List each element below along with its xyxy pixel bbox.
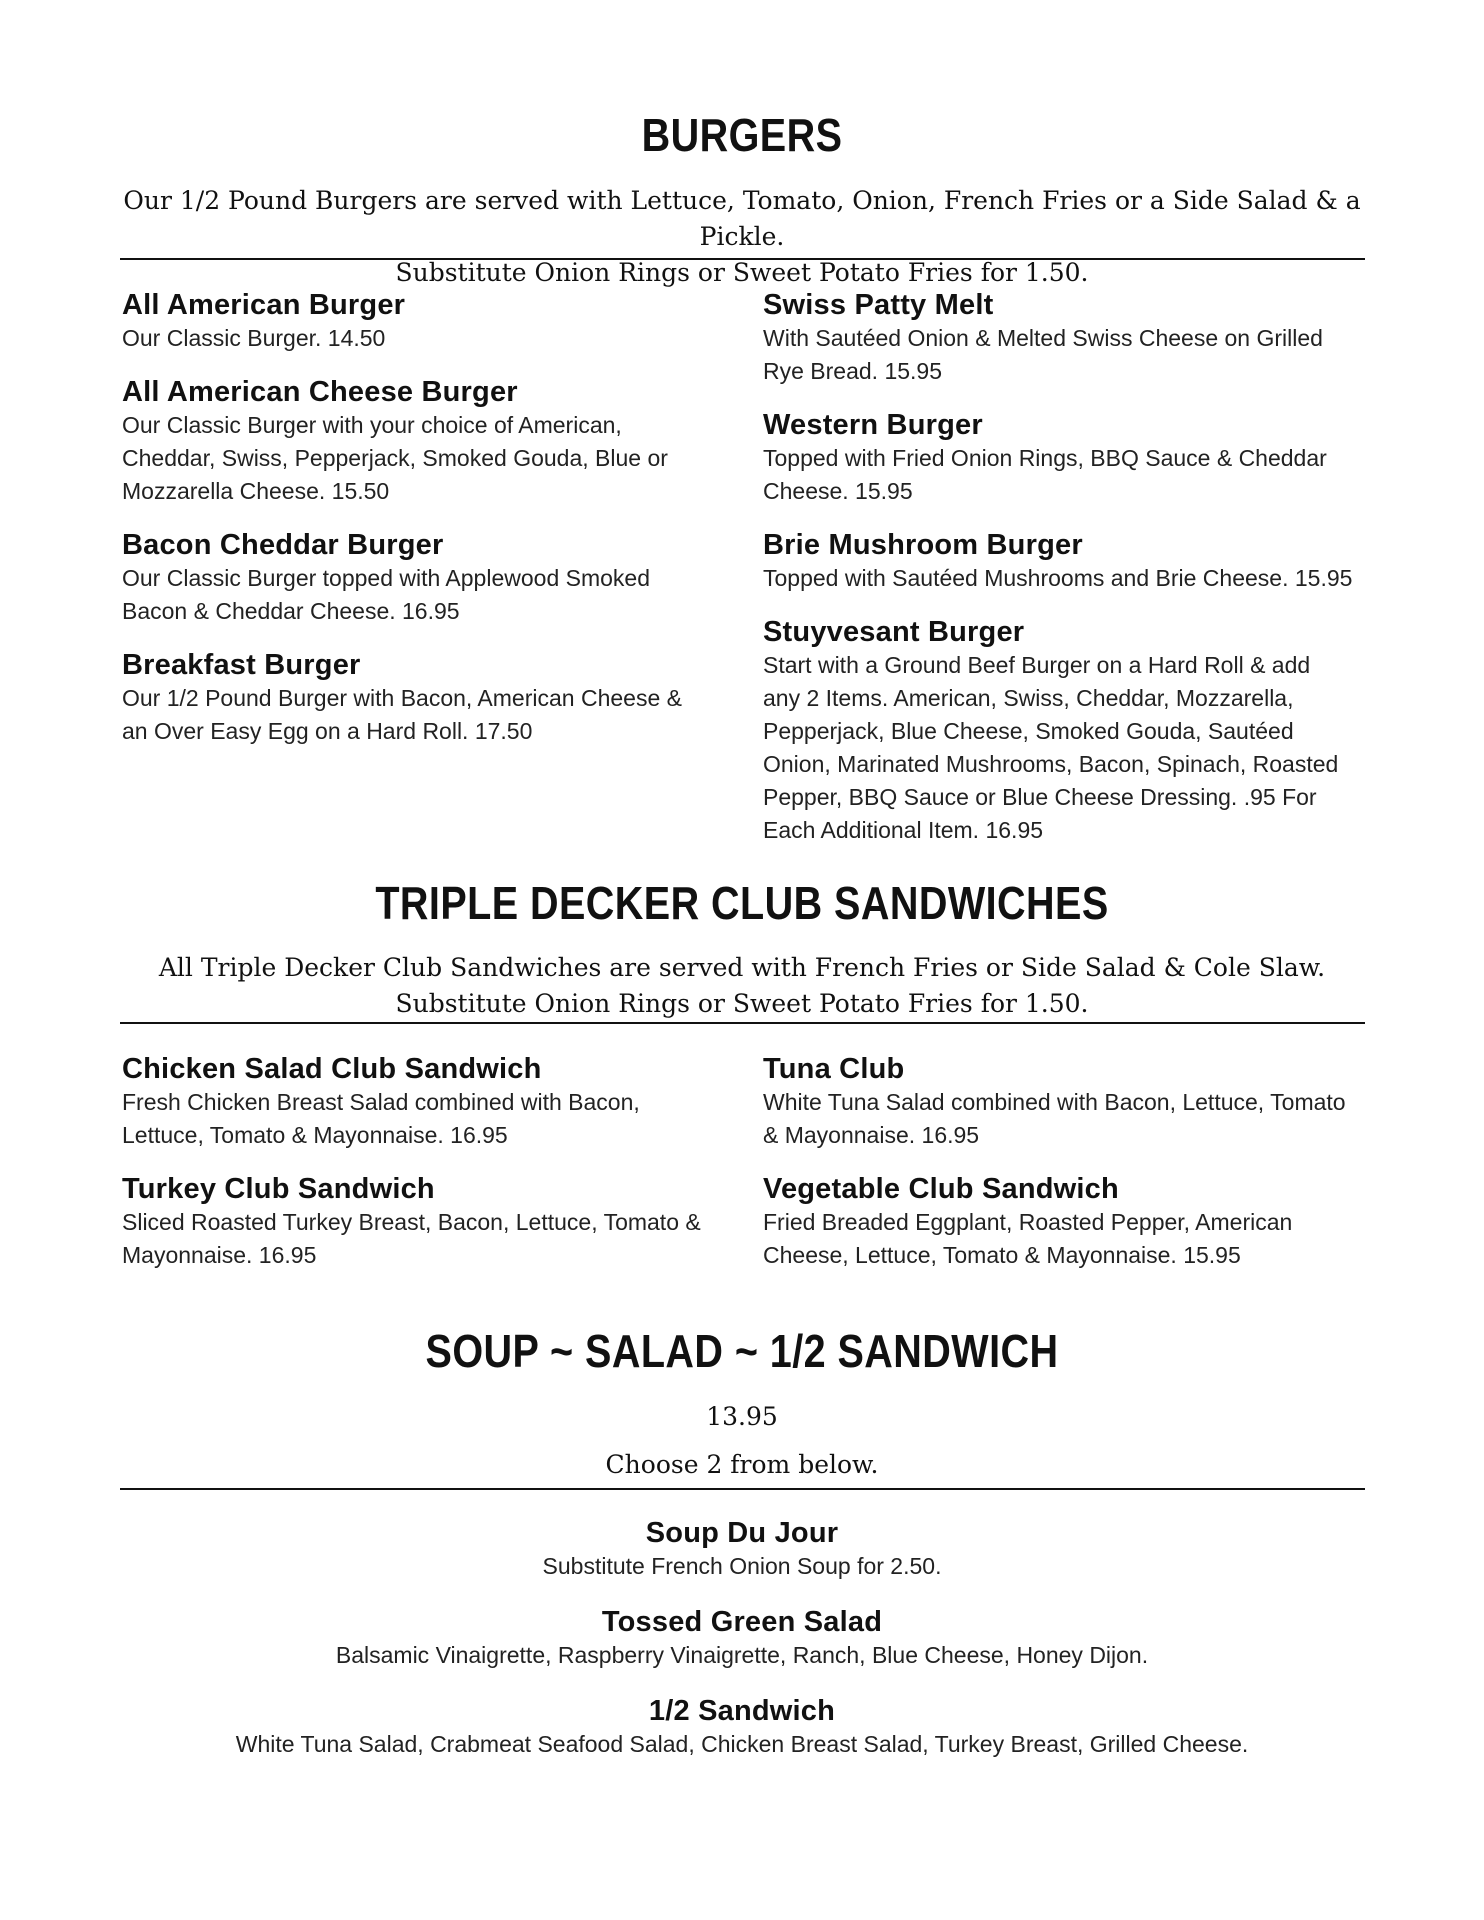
clubs-intro [110,950,1374,1022]
clubs-right-column [763,1052,1353,1292]
item-description: Fried Breaded Eggplant, Roasted Pepper, American Cheese, Lettuce, Tomato & Mayonnaise. 15.95 [763,1209,1293,1268]
menu-item [122,1052,712,1152]
menu-item [0,1516,1484,1583]
burgers-right-column [763,288,1353,867]
menu-item [0,1694,1484,1761]
menu-item [122,648,712,748]
item-name: 1/2 Sandwich [648,1695,836,1727]
menu-item [122,528,712,628]
burgers-intro [110,183,1374,291]
item-name: Swiss Patty Melt [763,289,994,321]
menu-item [763,1172,1353,1272]
item-description: Our Classic Burger with your choice of American, Cheddar, Swiss, Pepperjack, Smoked Gouda, Blue or Mozzarella Cheese. 15.50 [122,412,668,504]
clubs-divider [120,1022,1365,1024]
combo-divider [120,1488,1365,1490]
item-description: Balsamic Vinaigrette, Raspberry Vinaigrette, Ranch, Blue Cheese, Honey Dijon. [335,1642,1149,1668]
item-name: Breakfast Burger [122,649,361,681]
item-description: Topped with Sautéed Mushrooms and Brie Cheese. 15.95 [763,565,1353,591]
menu-item [122,288,712,355]
item-description: White Tuna Salad combined with Bacon, Lettuce, Tomato & Mayonnaise. 16.95 [763,1089,1346,1148]
item-name: All American Burger [122,289,406,321]
item-description: Start with a Ground Beef Burger on a Hard Roll & add any 2 Items. American, Swiss, Cheddar, Mozzarella, Pepperjack, Blue Cheese, Smoked Gouda, Sautéed Onion, Marinated Mushrooms, Bacon, Spinach, Roasted Pepper, BBQ Sauce or Blue Cheese Dressing. .95 For Each Additional Item. 16.95 [763,652,1339,843]
burgers-divider [120,258,1365,260]
item-name: All American Cheese Burger [122,376,518,408]
menu-item [0,1605,1484,1672]
item-description: Sliced Roasted Turkey Breast, Bacon, Lettuce, Tomato & Mayonnaise. 16.95 [122,1209,701,1268]
menu-item [122,1172,712,1272]
item-description: Our Classic Burger topped with Applewood Smoked Bacon & Cheddar Cheese. 16.95 [122,565,651,624]
item-description: Topped with Fried Onion Rings, BBQ Sauce & Cheddar Cheese. 15.95 [763,445,1327,504]
item-name: Western Burger [763,409,983,441]
item-description: Our 1/2 Pound Burger with Bacon, American Cheese & an Over Easy Egg on a Hard Roll. 17.50 [122,685,682,744]
item-name: Vegetable Club Sandwich [763,1173,1119,1205]
clubs-left-column [122,1052,712,1292]
item-description: Substitute French Onion Soup for 2.50. [542,1553,942,1579]
item-description: With Sautéed Onion & Melted Swiss Cheese on Grilled Rye Bread. 15.95 [763,325,1323,384]
item-name: Stuyvesant Burger [763,616,1025,648]
item-name: Chicken Salad Club Sandwich [122,1053,542,1085]
menu-item [763,615,1353,847]
burgers-intro-line-1: Our 1/2 Pound Burgers are served with Lettuce, Tomato, Onion, French Fries or a Side Salad & a Pickle. [123,186,1361,251]
item-name: Tossed Green Salad [601,1606,883,1638]
clubs-title: TRIPLE DECKER CLUB SANDWICHES [375,877,1109,929]
item-name: Soup Du Jour [645,1517,839,1549]
combo-items [0,1516,1484,1783]
item-name: Brie Mushroom Burger [763,529,1083,561]
menu-item [763,528,1353,595]
menu-item [763,1052,1353,1152]
clubs-intro-line-2: Substitute Onion Rings or Sweet Potato Fries for 1.50. [395,989,1089,1018]
burgers-title: BURGERS [641,109,843,161]
combo-price: 13.95 [706,1402,778,1431]
menu-item [763,408,1353,508]
item-description: Our Classic Burger. 14.50 [122,325,386,351]
item-name: Turkey Club Sandwich [122,1173,435,1205]
combo-title: SOUP ~ SALAD ~ 1/2 SANDWICH [425,1325,1059,1377]
burgers-intro-line-2: Substitute Onion Rings or Sweet Potato Fries for 1.50. [395,258,1089,287]
item-description: White Tuna Salad, Crabmeat Seafood Salad, Chicken Breast Salad, Turkey Breast, Grilled Cheese. [235,1731,1249,1757]
menu-item [122,375,712,508]
burgers-left-column [122,288,712,768]
item-description: Fresh Chicken Breast Salad combined with Bacon, Lettuce, Tomato & Mayonnaise. 16.95 [122,1089,640,1148]
item-name: Tuna Club [763,1053,905,1085]
menu-item [763,288,1353,388]
combo-instruction: Choose 2 from below. [605,1450,879,1479]
item-name: Bacon Cheddar Burger [122,529,444,561]
clubs-intro-line-1: All Triple Decker Club Sandwiches are served with French Fries or Side Salad & Cole Slaw. [158,953,1326,982]
